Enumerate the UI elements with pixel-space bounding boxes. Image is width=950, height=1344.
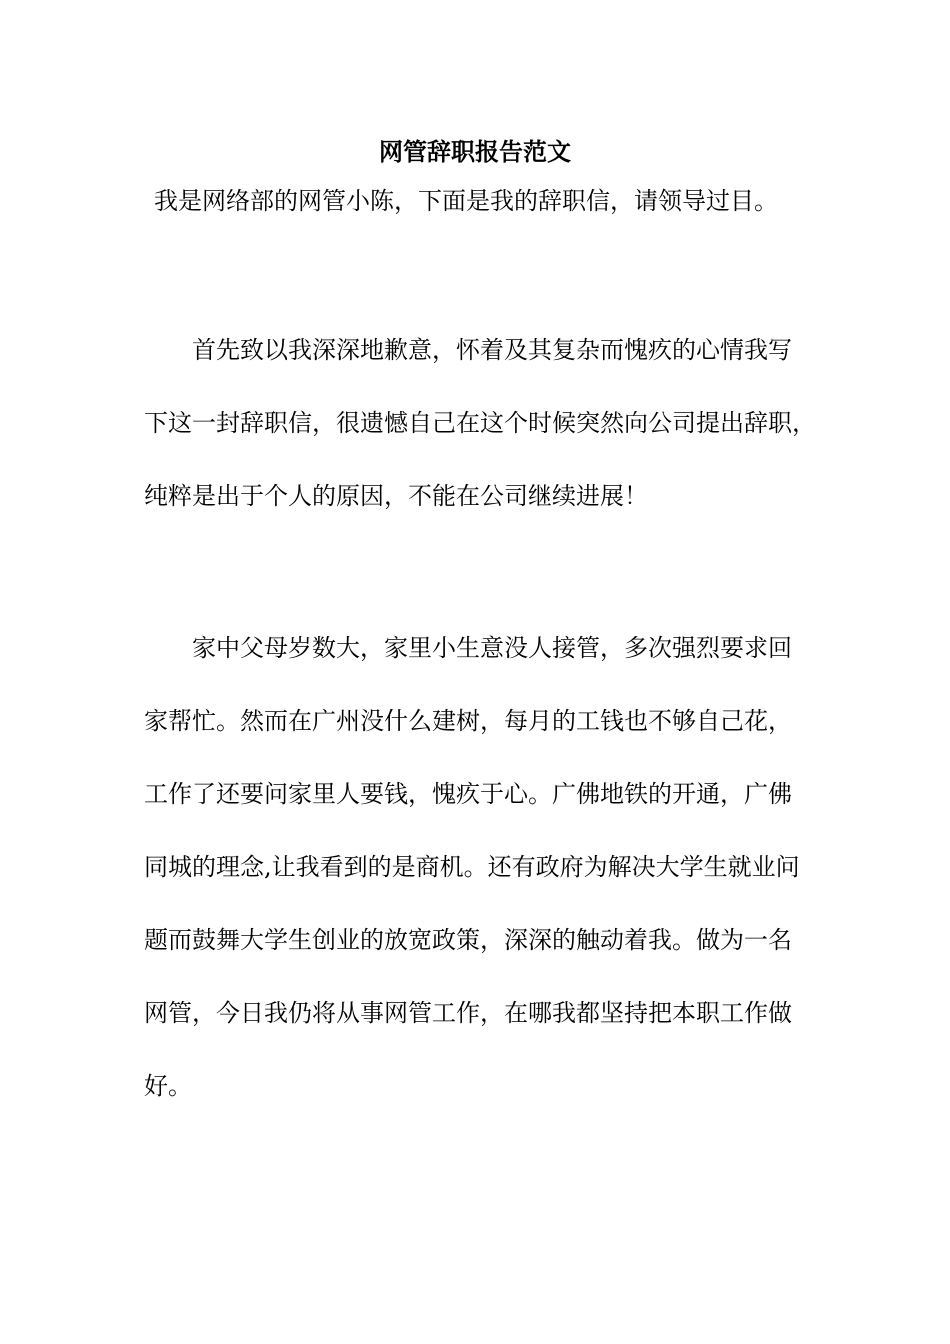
paragraph-line: 题而鼓舞大学生创业的放宽政策，深深的触动着我。做为一名 (144, 926, 792, 954)
paragraph-line: 家中父母岁数大，家里小生意没人接管，多次强烈要求回 (192, 634, 792, 662)
paragraph-line: 下这一封辞职信，很遗憾自己在这个时候突然向公司提出辞职， (144, 409, 816, 437)
document-title: 网管辞职报告范文 (379, 137, 571, 166)
paragraph-line: 网管，今日我仍将从事网管工作，在哪我都坚持把本职工作做 (144, 999, 792, 1027)
paragraph-1 (144, 314, 824, 533)
paragraph-line: 工作了还要问家里人要钱，愧疚于心。广佛地铁的开通，广佛 (144, 780, 792, 808)
paragraph-line: 首先致以我深深地歉意，怀着及其复杂而愧疚的心情我写 (192, 336, 792, 364)
paragraph-2 (144, 612, 824, 1123)
paragraph-line: 好。 (144, 1072, 192, 1100)
paragraph-line: 纯粹是出于个人的原因，不能在公司继续进展！ (144, 482, 648, 510)
intro-line: 我是网络部的网管小陈，下面是我的辞职信，请领导过目。 (154, 187, 778, 215)
paragraph-line: 家帮忙。然而在广州没什么建树，每月的工钱也不够自己花， (144, 707, 792, 735)
paragraph-line: 同城的理念,让我看到的是商机。还有政府为解决大学生就业问 (144, 853, 800, 881)
